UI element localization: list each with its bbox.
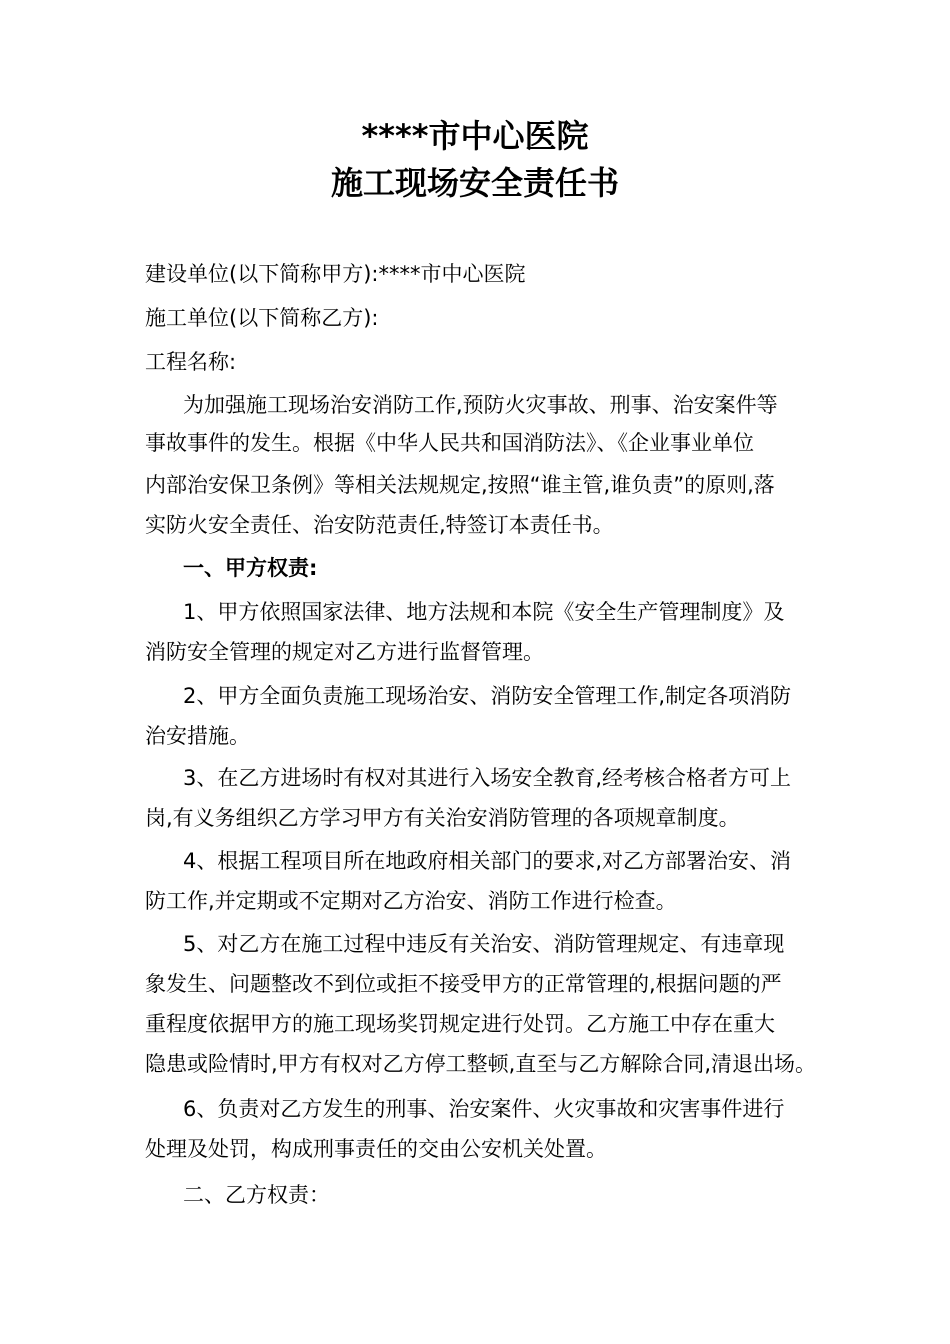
section1-item-line: 5、对乙方在施工过程中违反有关治安、消防管理规定、有违章现 <box>183 932 785 956</box>
document-title-line2: 施工现场安全责任书 <box>330 164 619 202</box>
section1-item-line: 2、甲方全面负责施工现场治安、消防安全管理工作,制定各项消防 <box>183 684 792 708</box>
intro-line: 实防火安全责任、治安防范责任,特签订本责任书。 <box>145 513 614 537</box>
section2-heading: 二、乙方权责： <box>183 1183 330 1207</box>
intro-line: 为加强施工现场治安消防工作,预防火灾事故、刑事、治安案件等 <box>183 393 778 417</box>
section1-heading: 一、甲方权责: <box>183 556 318 580</box>
section1-item-line: 治安措施。 <box>145 724 250 748</box>
section1-item-line: 消防安全管理的规定对乙方进行监督管理。 <box>145 640 544 664</box>
contractor-unit-line: 施工单位(以下简称乙方): <box>145 306 379 330</box>
document-title-line1: ****市中心医院 <box>361 117 589 155</box>
section1-item-line: 6、负责对乙方发生的刑事、治安案件、火灾事故和灾害事件进行 <box>183 1097 785 1121</box>
section1-item-line: 3、在乙方进场时有权对其进行入场安全教育,经考核合格者方可上 <box>183 766 792 790</box>
section1-item-line: 1、甲方依照国家法律、地方法规和本院《安全生产管理制度》及 <box>183 600 785 624</box>
section1-item-line: 防工作,并定期或不定期对乙方治安、消防工作进行检查。 <box>145 889 677 913</box>
project-name-line: 工程名称: <box>145 350 237 374</box>
section1-item-line: 隐患或险情时,甲方有权对乙方停工整顿,直至与乙方解除合同,清退出场。 <box>145 1052 817 1076</box>
intro-line: 内部治安保卫条例》等相关法规规定,按照“谁主管,谁负责”的原则,落 <box>145 473 775 497</box>
section1-item-line: 象发生、问题整改不到位或拒不接受甲方的正常管理的,根据问题的严 <box>145 972 782 996</box>
section1-item-line: 处理及处罚，构成刑事责任的交由公安机关处置。 <box>145 1137 607 1161</box>
section1-item-line: 4、根据工程项目所在地政府相关部门的要求,对乙方部署治安、消 <box>183 849 792 873</box>
construction-unit-line: 建设单位(以下简称甲方):****市中心医院 <box>145 262 526 286</box>
section1-item-line: 岗,有义务组织乙方学习甲方有关治安消防管理的各项规章制度。 <box>145 806 740 830</box>
intro-line: 事故事件的发生。根据《中华人民共和国消防法》、《企业事业单位 <box>145 431 754 455</box>
section1-item-line: 重程度依据甲方的施工现场奖罚规定进行处罚。乙方施工中存在重大 <box>145 1012 775 1036</box>
